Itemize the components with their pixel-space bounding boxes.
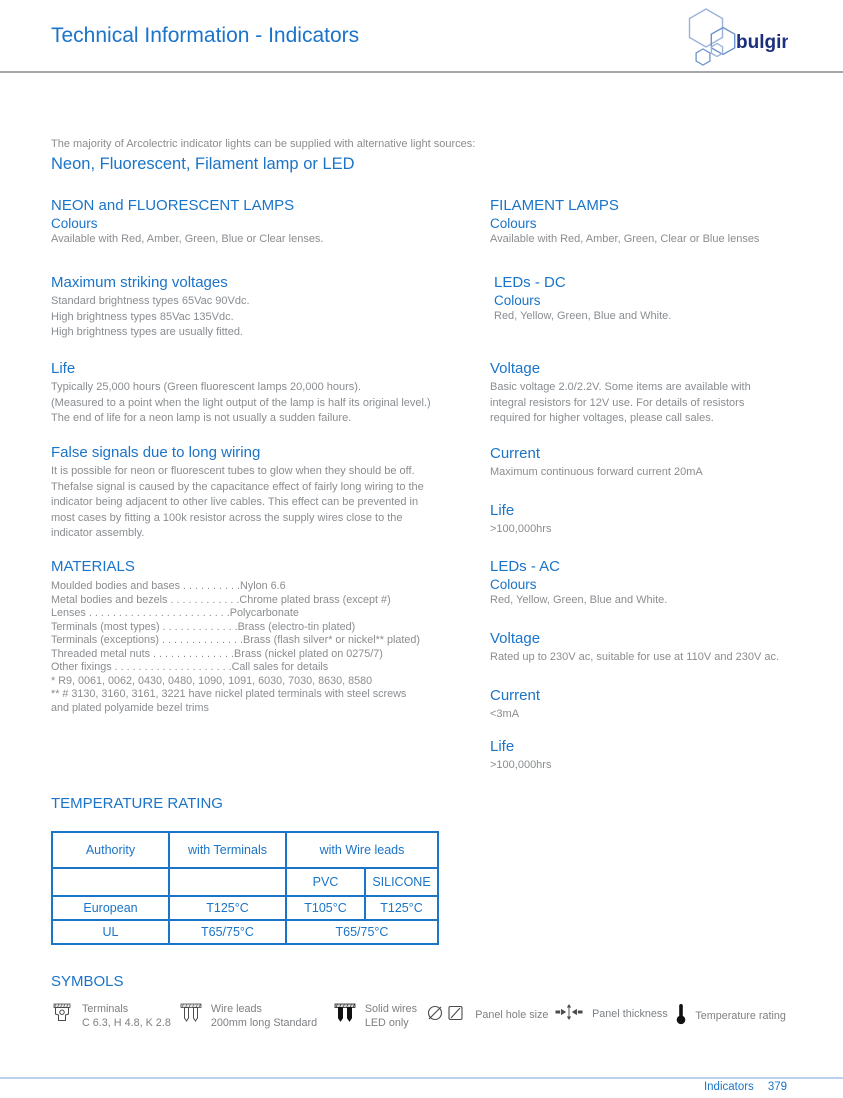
section-false-signals — [51, 444, 424, 542]
materials-footnote: and plated polyamide bezel trims — [51, 701, 209, 714]
table-row — [52, 920, 438, 944]
table-row — [52, 896, 438, 920]
symbol-label: Panel thickness — [592, 1007, 668, 1020]
section-heading: FILAMENT LAMPS — [490, 197, 619, 214]
page-title: Technical Information - Indicators — [51, 24, 360, 47]
section-dc-current — [490, 445, 703, 481]
bulgin-logo — [678, 6, 788, 70]
section-heading: MATERIALS — [51, 558, 135, 575]
materials-line: Threaded metal nuts . . . . . . . . . . . . . .Brass (nickel plated on 0275/7) — [51, 647, 383, 660]
wire-leads-icon — [180, 1003, 202, 1034]
temperature-rating-icon — [676, 1003, 686, 1030]
section-body-line: Thefalse signal is caused by the capacitance effect of fairly long wiring to the — [51, 480, 424, 493]
section-body-line: Typically 25,000 hours (Green fluorescent lamps 20,000 hours). — [51, 381, 361, 393]
section-heading: Life — [51, 360, 76, 377]
solid-wires-icon — [334, 1003, 356, 1034]
materials-line: Other fixings . . . . . . . . . . . . . . . . . . . .Call sales for details — [51, 661, 329, 673]
section-body-line: (Measured to a point when the light output of the lamp is half its original level.) — [51, 396, 431, 409]
section-neon-fluorescent — [51, 197, 324, 248]
materials-line: Terminals (exceptions) . . . . . . . . . . . . . .Brass (flash silver* or nickel** plated) — [51, 634, 421, 646]
table-header-terminals: with Terminals — [169, 832, 286, 868]
symbol-panel-thickness — [555, 1003, 676, 1026]
materials-footnote: * R9, 0061, 0062, 0430, 0480, 1090, 1091, 6030, 7030, 8630, 8580 — [51, 674, 373, 687]
table-cell: European — [52, 896, 169, 920]
section-body-line: The end of life for a neon lamp is not usually a sudden failure. — [51, 412, 352, 424]
panel-thickness-icon — [555, 1003, 583, 1026]
section-ac-voltage — [490, 630, 779, 666]
symbol-sublabel: 200mm long Standard — [210, 1016, 318, 1029]
materials-line: Moulded bodies and bases . . . . . . . . . .Nylon 6.6 — [51, 580, 286, 592]
symbol-wire-leads — [180, 1003, 334, 1034]
symbol-label: Wire leads — [210, 1003, 262, 1015]
table-cell: T65/75°C — [286, 920, 438, 944]
materials-footnote: ** # 3130, 3160, 3161, 3221 have nickel plated terminals with steel screws — [51, 688, 407, 700]
section-heading: Voltage — [490, 360, 541, 377]
symbol-terminals — [51, 1003, 180, 1034]
section-heading: Voltage — [490, 630, 541, 647]
temperature-rating-table — [51, 831, 439, 945]
section-leds-ac — [490, 558, 667, 609]
symbol-temperature-rating — [676, 1003, 811, 1030]
footer-page-number: 379 — [767, 1081, 787, 1093]
table-subheader-silicone: SILICONE — [365, 868, 438, 896]
bulgin-logo-text: bulgin — [736, 32, 788, 53]
table-cell: T65/75°C — [169, 920, 286, 944]
section-ac-life — [490, 738, 551, 774]
table-cell: UL — [52, 920, 169, 944]
symbol-sublabel: LED only — [364, 1016, 409, 1029]
materials-line: Metal bodies and bezels . . . . . . . . . . . .Chrome plated brass (except #) — [51, 593, 391, 606]
section-body-line: High brightness types 85Vac 135Vdc. — [51, 310, 234, 323]
section-heading: Life — [490, 502, 515, 519]
section-body: Red, Yellow, Green, Blue and White. — [494, 310, 672, 322]
section-ac-current — [490, 687, 540, 723]
section-body-line: It is possible for neon or fluorescent tubes to glow when they should be off. — [51, 465, 415, 477]
symbol-label: Temperature rating — [695, 1009, 786, 1022]
table-subheader-pvc: PVC — [286, 868, 365, 896]
intro-subtitle: Neon, Fluorescent, Filament lamp or LED — [51, 155, 355, 173]
section-body-line: integral resistors for 12V use. For details of resistors — [490, 396, 745, 409]
section-body: Maximum continuous forward current 20mA — [490, 466, 703, 478]
temperature-rating-title: TEMPERATURE RATING — [51, 795, 223, 812]
section-body: Available with Red, Amber, Green, Blue or Clear lenses. — [51, 233, 324, 245]
section-body-line: required for higher voltages, please call sales. — [490, 412, 714, 424]
table-header-authority: Authority — [52, 832, 169, 868]
section-body-line: indicator assembly. — [51, 527, 145, 539]
symbol-label: Solid wires — [364, 1003, 418, 1015]
section-subheading: Colours — [490, 216, 537, 231]
terminals-icon — [51, 1003, 73, 1034]
section-dc-voltage — [490, 360, 751, 427]
intro-block — [51, 137, 475, 175]
intro-text: The majority of Arcolectric indicator lights can be supplied with alternative light sources: — [51, 138, 476, 150]
materials-line: Terminals (most types) . . . . . . . . . . . . .Brass (electro-tin plated) — [51, 620, 356, 633]
section-body-line: indicator being adjacent to other live cables. This effect can be prevented in — [51, 496, 419, 508]
symbol-label: Terminals — [82, 1003, 129, 1015]
section-body: Red, Yellow, Green, Blue and White. — [490, 594, 668, 606]
panel-hole-size-icon — [426, 1003, 466, 1028]
symbol-solid-wires — [334, 1003, 426, 1034]
section-body: <3mA — [490, 708, 520, 720]
symbol-label: Panel hole size — [475, 1008, 549, 1021]
materials-line: Lenses . . . . . . . . . . . . . . . . . . . . . . . .Polycarbonate — [51, 607, 299, 619]
table-header-wire-leads: with Wire leads — [286, 832, 438, 868]
section-body: Available with Red, Amber, Green, Clear or Blue lenses — [490, 233, 760, 245]
bulgin-hexagons-icon — [678, 6, 788, 70]
section-body-line: High brightness types are usually fitted. — [51, 326, 243, 338]
table-cell-empty — [169, 868, 286, 896]
section-striking-voltages — [51, 274, 250, 341]
section-heading: False signals due to long wiring — [51, 444, 261, 461]
footer-divider — [0, 1077, 843, 1079]
section-heading: Maximum striking voltages — [51, 274, 228, 291]
section-subheading: Colours — [494, 293, 541, 308]
section-subheading: Colours — [490, 577, 537, 592]
section-materials — [51, 558, 420, 715]
section-heading: LEDs - DC — [494, 274, 566, 291]
header-divider — [0, 71, 843, 73]
table-cell: T125°C — [169, 896, 286, 920]
section-body-line: most cases by fitting a 100k resistor across the supply wires close to the — [51, 511, 403, 524]
section-neon-life — [51, 360, 431, 427]
section-heading: Life — [490, 738, 515, 755]
section-dc-life — [490, 502, 551, 538]
section-heading: Current — [490, 687, 541, 704]
footer-page-indicator — [704, 1081, 787, 1093]
section-body: >100,000hrs — [490, 523, 552, 535]
symbol-panel-hole-size — [426, 1003, 555, 1028]
section-heading: NEON and FLUORESCENT LAMPS — [51, 197, 295, 214]
section-body: >100,000hrs — [490, 759, 552, 771]
section-body-line: Basic voltage 2.0/2.2V. Some items are available with — [490, 381, 751, 393]
section-heading: LEDs - AC — [490, 558, 561, 575]
section-body-line: Standard brightness types 65Vac 90Vdc. — [51, 295, 250, 307]
section-heading: Current — [490, 445, 541, 462]
section-filament-lamps — [490, 197, 759, 248]
table-cell-empty — [52, 868, 169, 896]
section-subheading: Colours — [51, 216, 98, 231]
symbols-legend — [51, 1003, 811, 1034]
section-leds-dc — [494, 274, 671, 325]
section-body: Rated up to 230V ac, suitable for use at 110V and 230V ac. — [490, 651, 780, 663]
table-cell: T105°C — [286, 896, 365, 920]
footer-section-label: Indicators — [703, 1081, 754, 1093]
symbols-title: SYMBOLS — [51, 973, 124, 990]
symbol-sublabel: C 6.3, H 4.8, K 2.8 — [82, 1016, 171, 1029]
table-cell: T125°C — [365, 896, 438, 920]
